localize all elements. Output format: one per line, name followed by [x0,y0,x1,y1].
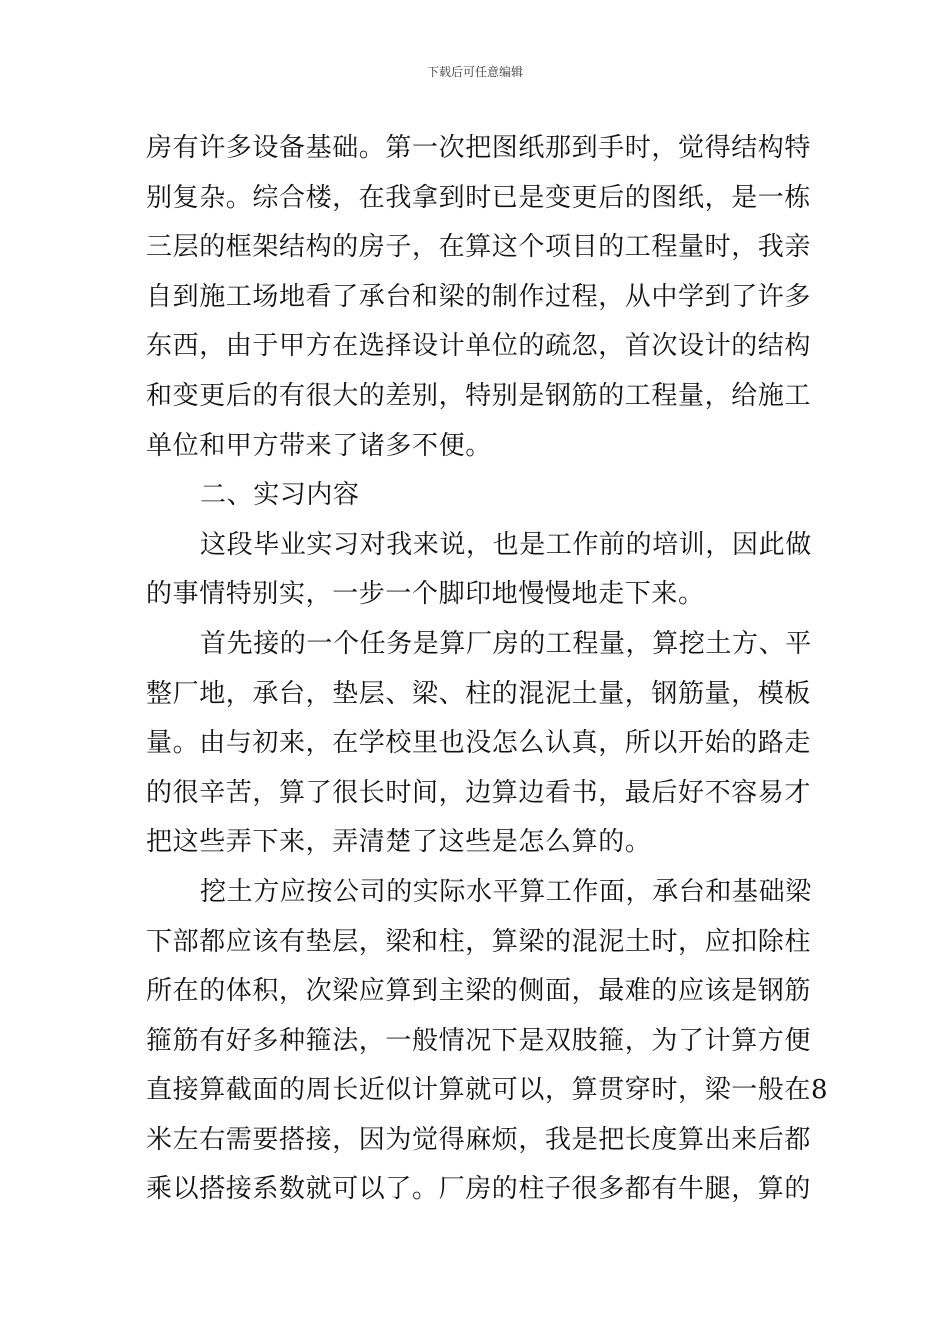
section-heading: 二、实习内容 [200,480,360,511]
text-line: 房有许多设备基础。第一次把图纸那到手时，觉得结构特 [146,133,812,163]
text-line: 的事情特别实，一步一个脚印地慢慢地走下来。 [146,579,705,610]
text-line: 下部都应该有垫层，梁和柱，算梁的混泥土时，应扣除柱 [146,926,812,957]
text-line: 自到施工场地看了承台和梁的制作过程，从中学到了许多 [146,281,812,312]
text-line: 别复杂。综合楼，在我拿到时已是变更后的图纸，是一栋 [146,182,812,213]
text-line: 单位和甲方带来了诸多不便。 [146,430,492,461]
text-line: 和变更后的有很大的差别，特别是钢筋的工程量，给施工 [146,380,812,411]
text-line: 所在的体积，次梁应算到主梁的侧面，最难的应该是钢筋 [146,976,812,1007]
text-line: 首先接的一个任务是算厂房的工程量，算挖土方、平 [200,628,812,659]
document-body [146,124,829,1215]
text-line: 直接算截面的周长近似计算就可以，算贯穿时，梁一般在8 [146,1075,829,1106]
text-line: 三层的框架结构的房子，在算这个项目的工程量时，我亲 [146,232,812,263]
text-line: 的很辛苦，算了很长时间，边算边看书，最后好不容易才 [146,777,812,808]
page-header: 下载后可任意编辑 [426,65,523,79]
text-line: 把这些弄下来，弄清楚了这些是怎么算的。 [146,827,652,858]
text-line: 东西，由于甲方在选择设计单位的疏忽，首次设计的结构 [146,331,812,362]
text-line: 量。由与初来，在学校里也没怎么认真，所以开始的路走 [146,728,812,759]
text-line: 乘以搭接系数就可以了。厂房的柱子很多都有牛腿，算的 [146,1174,812,1205]
text-line: 这段毕业实习对我来说，也是工作前的培训，因此做 [200,529,812,560]
text-line: 箍筋有好多种箍法，一般情况下是双肢箍，为了计算方便 [146,1025,812,1056]
text-line: 挖土方应按公司的实际水平算工作面，承台和基础梁 [200,876,812,907]
text-line: 米左右需要搭接，因为觉得麻烦，我是把长度算出来后都 [146,1124,812,1155]
text-line: 整厂地，承台，垫层、梁、柱的混泥土量，钢筋量，模板 [146,678,812,709]
